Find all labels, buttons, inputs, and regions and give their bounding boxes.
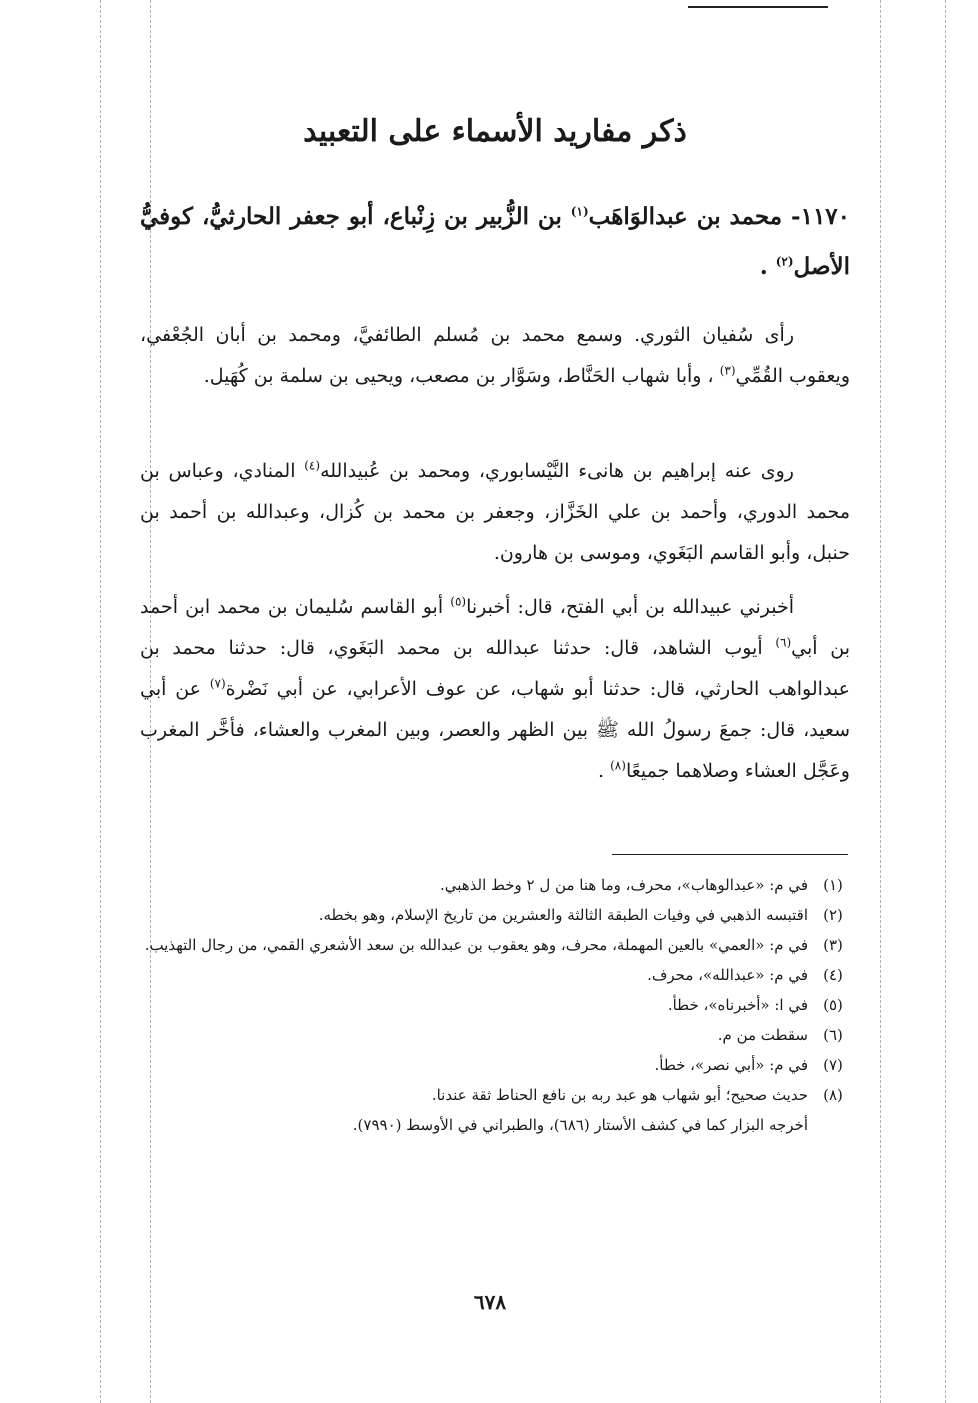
paragraph-hadith [140,587,850,792]
page-number: ٦٧٨ [473,1290,507,1314]
entry-end: . [759,253,776,280]
footnote-text: في م: «عبدالله»، محرف. [647,966,808,984]
paragraph-students [140,451,850,574]
paragraph-text: ، وأبا شهاب الحَنَّاط، وسَوَّار بن مصعب، ويحيى بن سلمة بن كُهَيل. [203,365,720,387]
footnote-number: (٧) [823,1056,843,1074]
paragraph-text: أخبرني عبيدالله بن أبي الفتح، قال: أخبرنا [466,596,794,618]
footnote-ref-3[interactable]: (٣) [719,363,736,378]
footnote-item [130,1020,858,1050]
paragraph-text: أبو القاسم سُليمان بن محمد ابن أحمد بن أبي [140,596,850,659]
footnote-ref-1[interactable]: (١) [570,204,589,219]
entry-heading [140,192,850,292]
paragraph-text: المنادي، وعباس بن محمد الدوري، وأحمد بن علي الخَزَّاز، وجعفر بن محمد بن كُزال، وعبدالله بن أحمد بن حنبل، وأبو القاسم البَغَوي، وموسى بن هارون. [140,460,850,564]
entry-name-rest: بن الزُّبير بن زِنْباع، أبو جعفر الحارثيُّ، كوفيُّ الأصل [140,203,850,280]
footnote-text: في ا: «أخبرناه»، خطأ. [667,996,808,1014]
footnote-text: حديث صحيح؛ أبو شهاب هو عبد ربه بن نافع الحناط ثقة عندنا. [431,1086,808,1104]
footnote-text: في م: «أبي نصر»، خطأ. [654,1056,808,1074]
footnote-number: (٦) [823,1026,843,1044]
footnote-item [130,930,858,960]
footnote-item [130,990,858,1020]
paragraph-teachers [140,315,850,397]
footnote-item [130,870,858,900]
footnote-text: في م: «عبدالوهاب»، محرف، وما هنا من ل ٢ وخط الذهبي. [439,876,808,894]
footnote-ref-2[interactable]: (٢) [775,254,794,269]
footnote-list [130,870,858,1140]
footnote-text: سقطت من م. [717,1026,808,1044]
footnote-item [130,960,858,990]
footnote-number: (٢) [823,906,843,924]
footnote-number: (٣) [823,936,843,954]
paragraph-text: روى عنه إبراهيم بن هانىء النَّيْسابوري، ومحمد بن عُبيدالله [320,460,794,482]
footnote-extra-text: أخرجه البزار كما في كشف الأستار (٦٨٦)، والطبراني في الأوسط (٧٩٩٠). [352,1116,808,1134]
footnote-divider [612,854,848,855]
paragraph-text: عن أبي سعيد، قال: جمعَ رسولُ الله ﷺ بين الظهر والعصر، وبين المغرب والعشاء، فأخَّر المغرب وعَجَّل العشاء وصلاهما جميعًا [140,678,850,782]
footnote-item [130,1050,858,1080]
footnote-item [130,1080,858,1110]
footnote-number: (١) [823,876,843,894]
footnote-text: اقتبسه الذهبي في وفيات الطبقة الثالثة والعشرين من تاريخ الإسلام، وهو بخطه. [318,906,808,924]
page-title: ذكر مفاريد الأسماء على التعبيد [303,114,687,149]
footnote-ref-7[interactable]: (٧) [209,676,226,691]
footnote-text: في م: «العمي» بالعين المهملة، محرف، وهو يعقوب بن عبدالله بن سعد الأشعري القمي، من رجال التهذيب. [144,936,808,954]
footnote-number: (٥) [823,996,843,1014]
footnote-item [130,900,858,930]
footnote-ref-4[interactable]: (٤) [304,458,321,473]
footnote-number: (٨) [823,1086,843,1104]
footnote-continuation [130,1110,858,1140]
footnote-number: (٤) [823,966,843,984]
entry-number-name: ١١٧٠- محمد بن عبدالوَاهَب [588,203,851,230]
footnote-ref-6[interactable]: (٦) [775,635,792,650]
paragraph-text: رأى سُفيان الثوري. وسمع محمد بن مُسلم الطائفيَّ، ومحمد بن أبان الجُعْفي، ويعقوب القُمِّي [140,324,850,387]
footnote-ref-5[interactable]: (٥) [450,594,467,609]
paragraph-text: . [598,760,611,782]
footnote-ref-8[interactable]: (٨) [610,758,626,773]
paragraph-text: أيوب الشاهد، قال: حدثنا عبدالله بن محمد البَغَوي، قال: حدثنا محمد بن عبدالواهب الحارثي، قال: حدثنا أبو شهاب، عن عوف الأعرابي، عن أبي نَضْرة [140,637,850,700]
